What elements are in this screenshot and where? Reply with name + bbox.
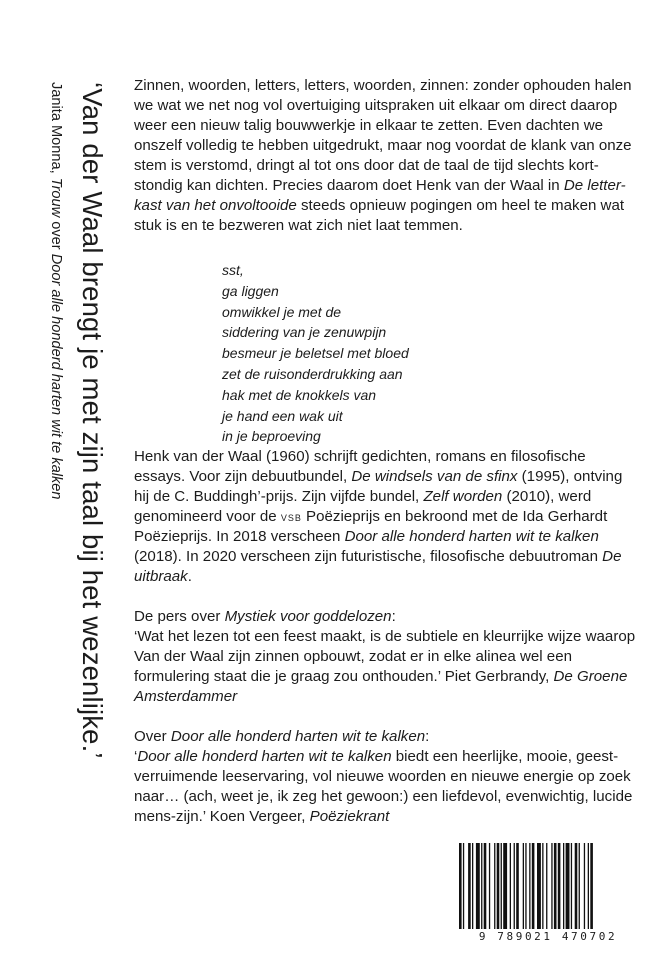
barcode-bar xyxy=(525,843,526,929)
poem-line: siddering van je zenuwpijn xyxy=(222,324,387,341)
review-lead: Over xyxy=(134,728,171,746)
barcode-bar xyxy=(588,843,589,929)
press-colon: : xyxy=(391,608,396,626)
barcode-bar xyxy=(489,843,490,929)
bio-text: (2018). In 2020 verscheen zijn futuristische, filosofische debuutroman xyxy=(134,548,603,566)
poem-line: besmeur je beletsel met bloed xyxy=(222,345,409,362)
press-heading xyxy=(134,607,639,627)
bio-title: De uitbraak xyxy=(134,548,622,586)
barcode-bar xyxy=(575,843,578,929)
attribution-name: Janita Monna, xyxy=(48,82,64,178)
review-lead-title: Door alle honderd harten wit te kalken xyxy=(170,728,426,746)
review-quote-source: Poëziekrant xyxy=(309,808,390,826)
barcode xyxy=(453,843,643,943)
barcode-bar xyxy=(584,843,585,929)
review-quote-open: ‘ xyxy=(134,748,138,766)
barcode-bar xyxy=(566,843,570,929)
barcode-bar xyxy=(537,843,541,929)
poem-line: ga liggen xyxy=(222,282,279,299)
barcode-bar xyxy=(494,843,495,929)
barcode-bar xyxy=(459,843,462,929)
barcode-bar xyxy=(590,843,593,929)
barcode-bar xyxy=(484,843,487,929)
attribution-over: over xyxy=(48,217,64,254)
barcode-bar xyxy=(514,843,515,929)
review-quote-text: biedt een heerlijke, mooie, geest-verruimende leeservaring, vol nieuwe woorden en nieuwe energie op zoek naar… (ach, weet je, ik zeg het gewoon:) een liefdevol, evenwichtig, lucide mens-zijn.’ Koen Vergeer, xyxy=(134,748,633,826)
review-quote xyxy=(134,747,639,827)
press-section xyxy=(134,607,639,707)
press-quote-text: ‘Wat het lezen tot een feest maakt, is de subtiele en kleurrijke wijze waarop Van der Waal zijn zinnen opbouwt, zodat er in elke alinea wel een formulering staat die je graag zou onthouden.’ Piet Gerbrandy, xyxy=(134,628,636,686)
poem-line: in je beproeving xyxy=(222,428,321,445)
press-quote xyxy=(134,627,639,707)
isbn-number: 9 789021 470702 xyxy=(478,930,618,943)
review-heading xyxy=(134,727,639,747)
attribution-source: Trouw xyxy=(48,177,64,218)
barcode-bar xyxy=(551,843,552,929)
press-lead: De pers over xyxy=(134,608,225,626)
intro-text: Zinnen, woorden, letters, letters, woorden, zinnen: zonder ophouden halen we wat we net nog vol overtuiging uitspraken uit elkaar om direct daarop weer een nieuw talig bouwwerkje in elkaar te zetten. Even dachten we onszelf volledig te hebben uitgedrukt, maar nog voordat de klank van onze stem is verstomd, dringt al tot ons door dat de taal de tijd slechts kort-stondig kan dichten. Precies daarom doet Henk van der Waal in xyxy=(134,77,632,194)
barcode-bar xyxy=(463,843,464,929)
bio-text: (2010), werd genomineerd voor de xyxy=(134,488,592,526)
barcode-bar xyxy=(542,843,543,929)
barcode-bar xyxy=(503,843,507,929)
barcode-bar xyxy=(497,843,500,929)
barcode-bar xyxy=(501,843,502,929)
barcode-bar xyxy=(468,843,471,929)
poem-line: sst, xyxy=(222,262,244,278)
barcode-bar xyxy=(546,843,547,929)
intro-paragraph xyxy=(134,76,639,236)
press-lead-title: Mystiek voor goddelozen xyxy=(224,608,392,626)
barcode-bar xyxy=(571,843,572,929)
review-colon: : xyxy=(425,728,430,746)
intro-text-end: steeds opnieuw pogingen om heel te maken wat stuk is en te bezweren wat zich niet laat temmen. xyxy=(134,197,625,234)
barcode-bar xyxy=(554,843,557,929)
bio-title: De windsels van de sfinx xyxy=(351,468,518,486)
barcode-bar xyxy=(476,843,480,929)
poem-line: omwikkel je met de xyxy=(222,303,342,320)
review-section xyxy=(134,727,639,827)
review-quote-title: Door alle honderd harten wit te kalken xyxy=(137,748,392,766)
side-column xyxy=(0,0,130,960)
barcode-bar xyxy=(481,843,482,929)
intro-book-title: De letter-kast van het onvoltooide xyxy=(134,177,626,214)
press-quote-source: De Groene Amsterdammer xyxy=(134,668,628,706)
bio-text: . xyxy=(187,568,192,586)
barcode-bar xyxy=(558,843,561,929)
poem xyxy=(222,260,639,447)
attribution-title: Door alle honderd harten wit te kalken xyxy=(48,253,64,500)
author-bio xyxy=(134,447,639,587)
barcode-bar xyxy=(516,843,519,929)
bio-title: Zelf worden xyxy=(423,488,503,506)
barcode-bar xyxy=(472,843,473,929)
bio-text: Poëzieprijs en bekroond met de Ida Gerhardt Poëzieprijs. In 2018 verscheen xyxy=(134,508,608,546)
back-cover-text xyxy=(134,76,639,827)
poem-line: je hand een wak uit xyxy=(222,407,343,424)
pull-quote: ‘Van der Waal brengt je met zijn taal bij het wezenlijke.’ xyxy=(77,82,108,759)
poem-line: zet de ruisonderdrukking aan xyxy=(222,365,403,382)
barcode-bar xyxy=(529,843,530,929)
barcode-bar xyxy=(579,843,580,929)
barcode-bar xyxy=(563,843,564,929)
bio-text: (1995), ontving hij de C. Buddingh’-prijs. Zijn vijfde bundel, xyxy=(134,468,623,506)
barcode-bar xyxy=(510,843,511,929)
bio-title: Door alle honderd harten wit te kalken xyxy=(344,528,599,546)
poem-line: hak met de knokkels van xyxy=(222,386,377,403)
quote-attribution xyxy=(48,82,64,500)
barcode-bars xyxy=(453,843,643,929)
barcode-bar xyxy=(523,843,524,929)
bio-small-caps: vsb xyxy=(280,509,302,525)
barcode-bar xyxy=(532,843,535,929)
bio-text: Henk van der Waal (1960) schrijft gedichten, romans en filosofische essays. Voor zijn debuutbundel, xyxy=(134,448,586,486)
